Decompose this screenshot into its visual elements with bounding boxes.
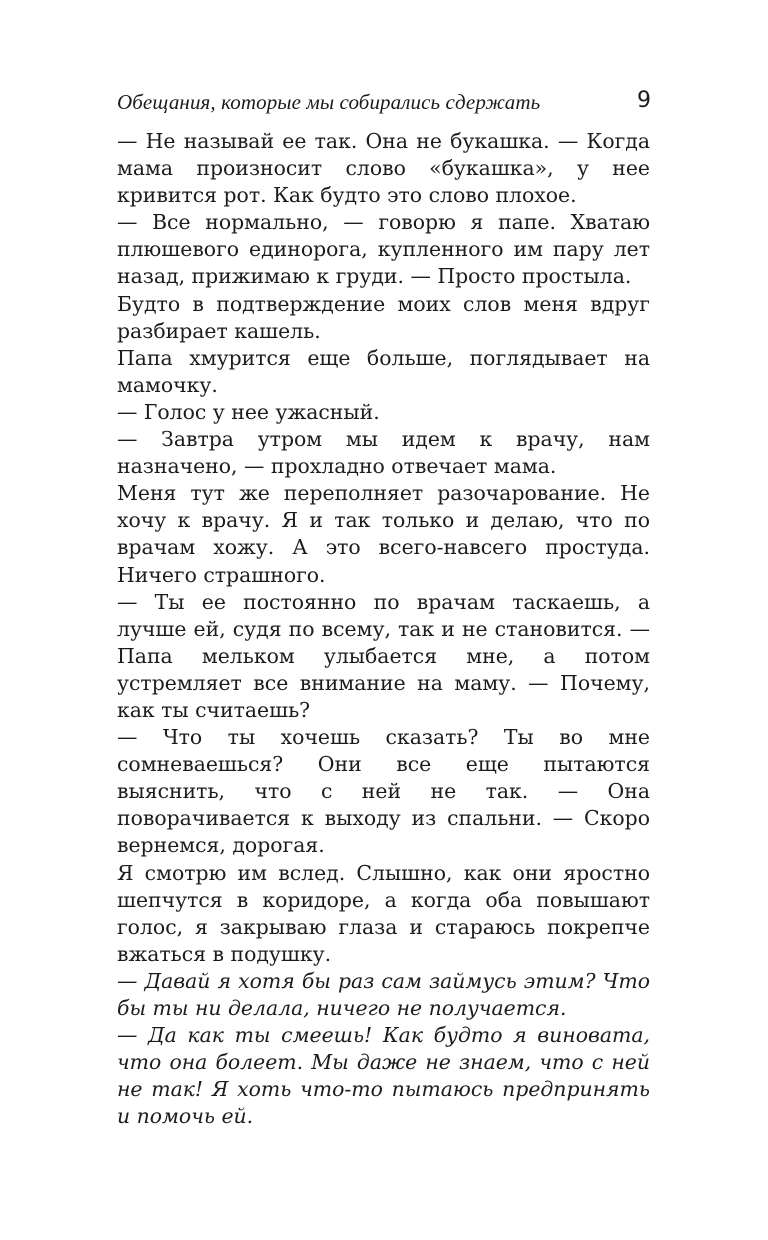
paragraph: — Ты ее постоянно по врачам таскаешь, а лучше ей, судя по всему, так и не становится. — Папа мельком улыбается мне, а потом устремляет все внимание на маму. — Почему, как ты считаешь? [117, 589, 650, 722]
running-head-title: Обещания, которые мы собирались сдержать [117, 90, 541, 114]
paragraph: — Все нормально, — говорю я папе. Хватаю плюшевого единорога, купленного им пару лет назад, прижимаю к груди. — Просто простыла. [117, 210, 650, 289]
paragraph: — Голос у нее ужасный. [117, 399, 380, 424]
paragraph: — Не называй ее так. Она не букашка. — Когда мама произносит слово «букашка», у нее кривится рот. Как будто это слово плохое. [117, 129, 650, 208]
paragraph: Будто в подтверждение моих слов меня вдруг разбирает кашель. [117, 291, 650, 343]
paragraph: — Завтра утром мы идем к врачу, нам назначено, — прохладно отвечает мама. [117, 427, 650, 479]
page-number: 9 [637, 88, 651, 113]
paragraph: Я смотрю им вслед. Слышно, как они яростно шепчутся в коридоре, а когда оба повышают голос, я закрываю глаза и стараюсь покрепче вжаться в подушку. [117, 860, 650, 966]
paragraph: Меня тут же переполняет разочарование. Не хочу к врачу. Я и так только и делаю, что по врачам хожу. А это всего-навсего простуда. Ничего страшного. [117, 481, 650, 587]
paragraph: Папа хмурится еще больше, поглядывает на мамочку. [117, 345, 650, 397]
paragraph-italic: — Да как ты смеешь! Как будто я виновата, что она болеет. Мы даже не знаем, что с ней не так! Я хоть что-то пытаюсь предпринять и помочь ей. [117, 1023, 650, 1129]
paragraph: — Что ты хочешь сказать? Ты во мне сомневаешься? Они все еще пытаются выяснить, что с ней не так. — Она поворачивается к выходу из спальни. — Скоро вернемся, дорогая. [117, 725, 650, 858]
paragraph-italic: — Давай я хотя бы раз сам займусь этим? Что бы ты ни делала, ничего не получается. [117, 968, 650, 1020]
body-text [117, 128, 650, 1130]
